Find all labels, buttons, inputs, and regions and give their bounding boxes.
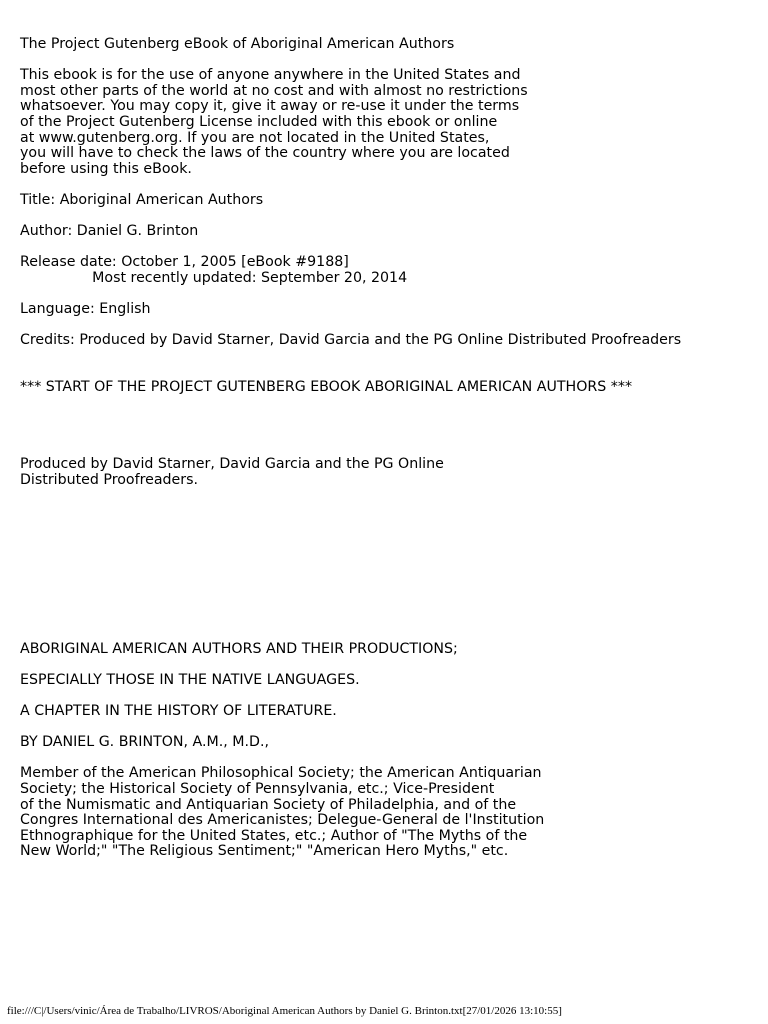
page-title: The Project Gutenberg eBook of Aboriginal American Authors bbox=[20, 36, 455, 52]
license-line: before using this eBook. bbox=[20, 160, 192, 177]
release-date-line: Release date: October 1, 2005 [eBook #9188] bbox=[20, 254, 349, 271]
license-line: at www.gutenberg.org. If you are not located in the United States, bbox=[20, 129, 490, 146]
affiliation-line: Ethnographique for the United States, etc.; Author of "The Myths of the bbox=[20, 827, 528, 844]
affiliation-line: Society; the Historical Society of Pennsylvania, etc.; Vice-President bbox=[20, 781, 495, 797]
file-path-footer: file:///C|/Users/vinic/Área de Trabalho/LIVROS/Aboriginal American Authors by Daniel G. Brinton.txt[27/01/2026 13:10:55] bbox=[7, 1005, 562, 1017]
language-line: Language: English bbox=[20, 301, 151, 318]
updated-line: Most recently updated: September 20, 2014 bbox=[20, 269, 408, 286]
credits-line: Credits: Produced by David Starner, David Garcia and the PG Online Distributed Proofreaders bbox=[20, 332, 682, 349]
produced-by-line: Distributed Proofreaders. bbox=[20, 472, 198, 489]
license-line: whatsoever. You may copy it, give it away or re-use it under the terms bbox=[20, 98, 520, 115]
affiliation-line: Congres International des Americanistes; Delegue-General de l'Institution bbox=[20, 812, 545, 829]
license-paragraph bbox=[20, 68, 760, 177]
author-line: Author: Daniel G. Brinton bbox=[20, 223, 199, 240]
license-line: you will have to check the laws of the country where you are located bbox=[20, 145, 510, 162]
license-line: of the Project Gutenberg License included with this ebook or online bbox=[20, 113, 498, 130]
book-subheading: ESPECIALLY THOSE IN THE NATIVE LANGUAGES. bbox=[20, 671, 360, 688]
book-byline: BY DANIEL G. BRINTON, A.M., M.D., bbox=[20, 734, 269, 751]
produced-by-line: Produced by David Starner, David Garcia and the PG Online bbox=[20, 456, 444, 473]
produced-by-paragraph bbox=[20, 457, 760, 488]
author-affiliations bbox=[20, 766, 760, 860]
document-body bbox=[20, 37, 760, 860]
affiliation-line: of the Numismatic and Antiquarian Society of Philadelphia, and of the bbox=[20, 796, 517, 813]
affiliation-line: New World;" "The Religious Sentiment;" "American Hero Myths," etc. bbox=[20, 843, 509, 860]
book-chapter-heading: A CHAPTER IN THE HISTORY OF LITERATURE. bbox=[20, 703, 337, 720]
affiliation-line: Member of the American Philosophical Society; the American Antiquarian bbox=[20, 765, 542, 782]
license-line: most other parts of the world at no cost and with almost no restrictions bbox=[20, 82, 528, 99]
start-marker: *** START OF THE PROJECT GUTENBERG EBOOK ABORIGINAL AMERICAN AUTHORS *** bbox=[20, 378, 633, 395]
title-line: Title: Aboriginal American Authors bbox=[20, 191, 264, 208]
book-heading: ABORIGINAL AMERICAN AUTHORS AND THEIR PRODUCTIONS; bbox=[20, 640, 458, 657]
license-line: This ebook is for the use of anyone anywhere in the United States and bbox=[20, 67, 521, 84]
